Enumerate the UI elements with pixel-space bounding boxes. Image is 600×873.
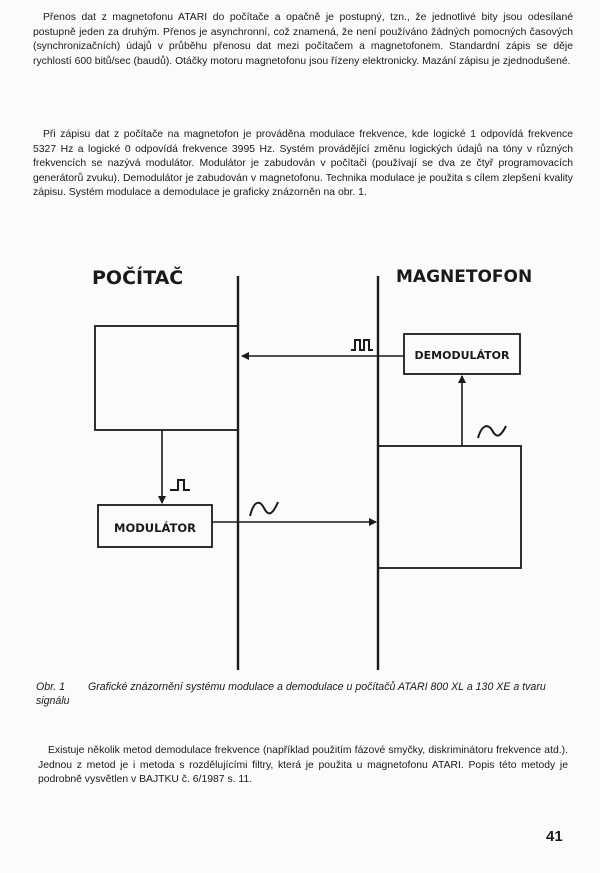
figure-caption bbox=[36, 680, 576, 708]
digital-signal-icon-demod bbox=[351, 340, 373, 350]
paragraph-modulation: Při zápisu dat z počítače na magnetofon je prováděna modulace frekvence, kde logické 1 odpovídá frekvence 5327 Hz a logické 0 odpovídá frekvence 3995 Hz. Systém provádějící změnu logických údajů na tóny v různých frekvencích se nazývá modulátor. Modulátor je zabudován v počítači (používají se dva ze čtyř programovacích generátorů zvuku). Demodulátor je zabudován v magnetofonu. Technika modulace je použita s cílem zlepšení kvality zápisu. Systém modulace a demodulace je graficky znázorněn na obr. 1. bbox=[33, 129, 573, 198]
modulation-diagram bbox=[0, 250, 600, 670]
demodulator-label: DEMODULÁTOR bbox=[414, 349, 510, 362]
modulator-label: MODULÁTOR bbox=[114, 521, 196, 535]
tape-box bbox=[378, 446, 521, 568]
page-number: 41 bbox=[546, 828, 563, 845]
computer-heading: POČÍTAČ bbox=[92, 267, 184, 289]
computer-box bbox=[95, 326, 238, 430]
caption-number: Obr. 1 bbox=[36, 681, 66, 693]
digital-signal-icon bbox=[170, 480, 190, 490]
paragraph-demodulation: Existuje několik metod demodulace frekvence (například použitím fázové smyčky, diskriminátoru frekvence atd.). Jednou z metod je i metoda s rozdělujícími filtry, která je použita u magnetofonu ATARI. Popis této metody je podrobně vysvětlen v BAJTKU č. 6/1987 s. 11. bbox=[38, 745, 568, 785]
caption-text: Grafické znázornění systému modulace a demodulace u počítačů ATARI 800 XL a 130 XE a tvaru signálu bbox=[36, 681, 546, 707]
paragraph-intro: Přenos dat z magnetofonu ATARI do počítače a opačně je postupný, tzn., že jednotlivé bity jsou odesílané postupně jeden za druhým. Přenos je asynchronní, což znamená, že není používáno žádných pomocných časových (synchronizačních) údajů v průběhu přenosu dat mezi počítačem a magnetofonem. Standardní zápis se děje rychlostí 600 bitů/sec (baudů). Otáčky motoru magnetofonu jsou řízeny elektronicky. Mazání zápisu je zjednodušené. bbox=[33, 12, 573, 67]
tape-heading: MAGNETOFON bbox=[396, 267, 533, 287]
analog-signal-icon-tape bbox=[478, 426, 506, 438]
analog-signal-icon bbox=[250, 502, 278, 516]
